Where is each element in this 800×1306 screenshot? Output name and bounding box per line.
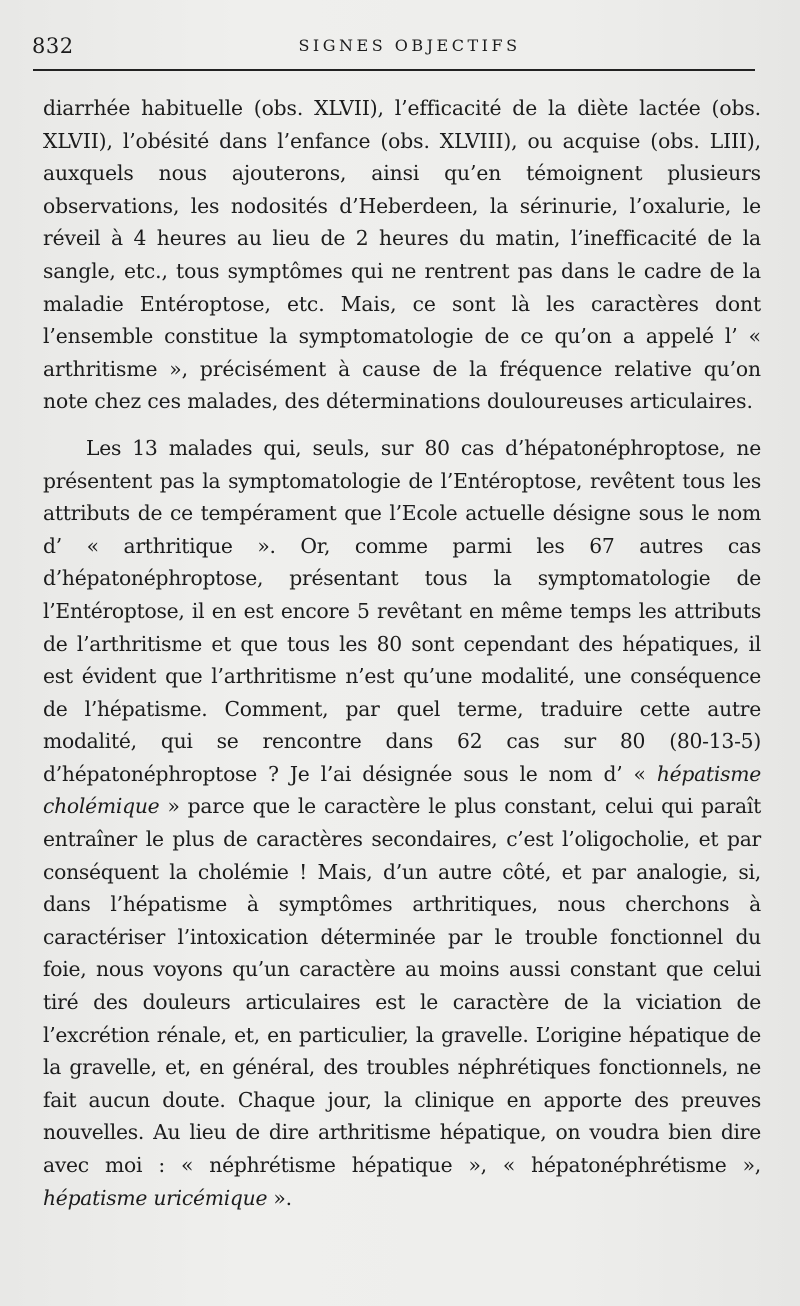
page-number: 832 [32, 34, 74, 58]
paragraph-2 [43, 432, 761, 1214]
italic-term-hepatisme-uricemique: hépatisme uricémique [43, 1185, 268, 1210]
page-header [32, 30, 757, 70]
body-text [43, 92, 761, 1214]
italic-term-hepatisme-cholemique: hépatisme cholémique [43, 761, 761, 819]
paragraph-2-text-c: ». [267, 1185, 292, 1210]
paragraph-2-text-b: » parce que le caractère le plus constant, celui qui paraît entraîner le plus de caractères secondaires, c’est l’oligocholie, et par conséquent la cholémie ! Mais, d’un autre côté, et par analogie, si, dans l’hépatisme à symptômes arthritiques, nous cherchons à caractériser l’intoxication déterminée par le trouble fonctionnel du foie, nous voyons qu’un caractère au moins aussi constant que celui tiré des douleurs articulaires est le caractère de la viciation de l’excrétion rénale, et, en particulier, la gravelle. L’origine hépatique de la gravelle, et, en général, des troubles néphrétiques fonctionnels, ne fait aucun doute. Chaque jour, la clinique en apporte des preuves nouvelles. Au lieu de dire arthritisme hépatique, on voudra bien dire avec moi : « néphrétisme hépatique », « hépatonéphrétisme », [43, 794, 761, 1177]
running-title: SIGNES OBJECTIFS [298, 36, 521, 55]
paragraph-2-text-a: Les 13 malades qui, seuls, sur 80 cas d’hépatonéphroptose, ne présentent pas la symptomatologie de l’Entéroptose, revêtent tous les attributs de ce tempérament que l’Ecole actuelle désigne sous le nom d’ « arthritique ». Or, comme parmi les 67 autres cas d’hépatonéphroptose, présentant tous la symptomatologie de l’Entéroptose, il en est encore 5 revêtant en même temps les attributs de l’arthritisme et que tous les 80 sont cependant des hépatiques, il est évident que l’arthritisme n’est qu’une modalité, une conséquence de l’hépatisme. Comment, par quel terme, traduire cette autre modalité, qui se rencontre dans 62 cas sur 80 (80-13-5) d’hépatonéphroptose ? Je l’ai désignée sous le nom d’ « [43, 435, 761, 786]
paragraph-1: diarrhée habituelle (obs. XLVII), l’efficacité de la diète lactée (obs. XLVII), l’obésité dans l’enfance (obs. XLVIII), ou acquise (obs. LIII), auxquels nous ajouterons, ainsi qu’en témoignent plusieurs observations, les nodosités d’Heberdeen, la sérinurie, l’oxalurie, le réveil à 4 heures au lieu de 2 heures du matin, l’inefficacité de la sangle, etc., tous symptômes qui ne rentrent pas dans le cadre de la maladie Entéroptose, etc. Mais, ce sont là les caractères dont l’ensemble constitue la symptomatologie de ce qu’on a appelé l’ « arthritisme », précisément à cause de la fréquence relative qu’on note chez ces malades, des déterminations douloureuses articulaires. [43, 96, 761, 414]
header-rule [33, 69, 755, 71]
